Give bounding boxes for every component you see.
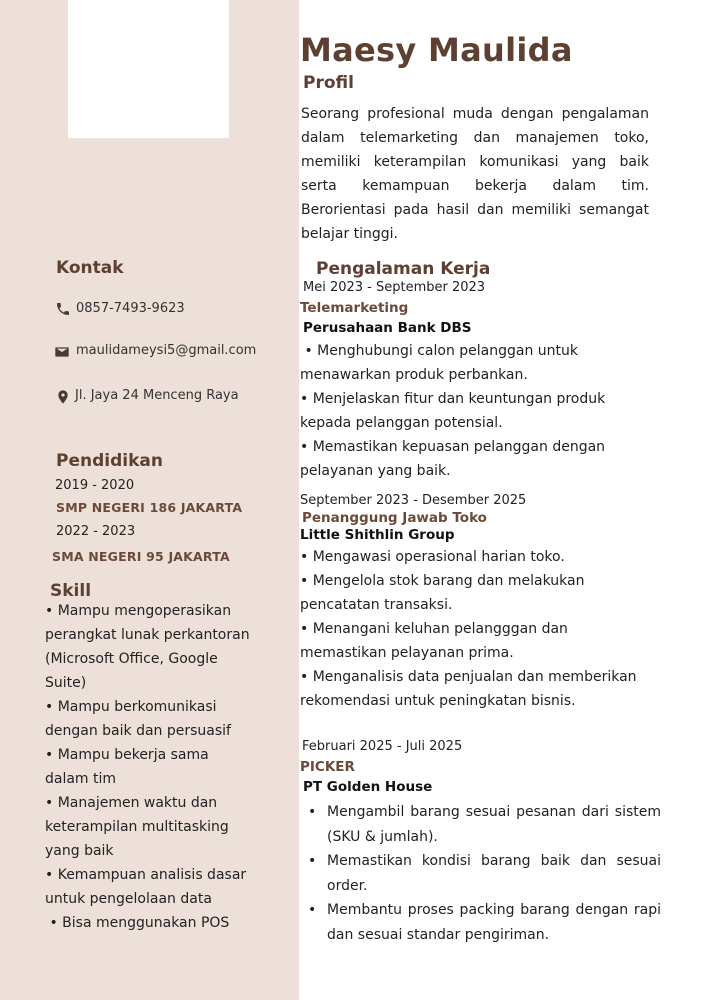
skill-line: yang baik: [45, 843, 114, 859]
bullet-dot: •: [308, 902, 317, 918]
skill-line: Suite): [45, 675, 87, 691]
contact-phone[interactable]: 0857-7493-9623: [76, 301, 185, 316]
skill-line: • Kemampuan analisis dasar: [45, 867, 247, 883]
job-company: PT Golden House: [303, 779, 433, 795]
list-item: [305, 800, 661, 849]
job-bullet-list: [305, 800, 661, 947]
list-item-text: Mengambil barang sesuai pesanan dari sistem (SKU & jumlah).: [327, 804, 661, 845]
bullet-dot: •: [308, 853, 317, 869]
job-line: pelayanan yang baik.: [300, 463, 451, 479]
skill-line: dalam tim: [45, 771, 117, 787]
job-line: menawarkan produk perbankan.: [300, 367, 528, 383]
job-company: Little Shithlin Group: [300, 527, 455, 543]
contact-email[interactable]: maulidameysi5@gmail.com: [76, 343, 257, 358]
list-item: [305, 849, 661, 898]
skill-line: • Mampu berkomunikasi: [45, 699, 217, 715]
skill-line: • Mampu mengoperasikan: [45, 603, 232, 619]
profile-text: Seorang profesional muda dengan pengalaman dalam telemarketing dan manajemen toko, memiliki keterampilan komunikasi yang baik serta kemampuan bekerja dalam tim. Berorientasi pada hasil dan memiliki semangat belajar tinggi.: [301, 106, 649, 242]
skills-list: [45, 599, 285, 935]
bullet-dot: •: [308, 804, 317, 820]
skill-line: (Microsoft Office, Google: [45, 651, 218, 667]
education-heading: Pendidikan: [56, 451, 163, 471]
education-years: 2022 - 2023: [56, 524, 136, 539]
skill-line: perangkat lunak perkantoran: [45, 627, 250, 643]
job-line: • Memastikan kepuasan pelanggan dengan: [300, 439, 606, 455]
skill-line: • Manajemen waktu dan: [45, 795, 218, 811]
phone-icon: [55, 301, 71, 317]
experience-heading: Pengalaman Kerja: [316, 259, 491, 279]
job-role: Telemarketing: [300, 300, 409, 316]
job-date: Mei 2023 - September 2023: [303, 280, 486, 295]
skill-line: • Bisa menggunakan POS: [45, 915, 230, 931]
contact-heading: Kontak: [56, 258, 124, 278]
list-item: [305, 898, 661, 947]
contact-address: Jl. Jaya 24 Menceng Raya: [75, 388, 239, 403]
skill-line: dengan baik dan persuasif: [45, 723, 231, 739]
job-line: memastikan pelayanan prima.: [300, 645, 514, 661]
location-pin-icon: [55, 388, 71, 406]
education-years: 2019 - 2020: [55, 478, 135, 493]
job-date: Februari 2025 - Juli 2025: [302, 739, 463, 754]
list-item-text: Memastikan kondisi barang baik dan sesuai order.: [327, 853, 661, 894]
job-date: September 2023 - Desember 2025: [300, 493, 527, 508]
job-line: kepada pelanggan potensial.: [300, 415, 503, 431]
job-role: PICKER: [300, 759, 355, 775]
education-school: SMA NEGERI 95 JAKARTA: [52, 549, 230, 564]
job-role: Penanggung Jawab Toko: [302, 510, 487, 526]
skill-line: untuk pengelolaan data: [45, 891, 212, 907]
job-line: • Menganalisis data penjualan dan memberikan: [300, 669, 637, 685]
job-line: rekomendasi untuk peningkatan bisnis.: [300, 693, 576, 709]
skill-line: keterampilan multitasking: [45, 819, 229, 835]
skills-heading: Skill: [50, 581, 92, 601]
profile-photo-placeholder: [68, 0, 229, 138]
job-line: • Menjelaskan fitur dan keuntungan produk: [300, 391, 606, 407]
job-line: pencatatan transaksi.: [300, 597, 453, 613]
job-line: • Menangani keluhan pelangggan dan: [300, 621, 568, 637]
job-line: • Mengelola stok barang dan melakukan: [300, 573, 585, 589]
skill-line: • Mampu bekerja sama: [45, 747, 209, 763]
job-line: • Mengawasi operasional harian toko.: [300, 549, 565, 565]
list-item-text: Membantu proses packing barang dengan rapi dan sesuai standar pengiriman.: [327, 902, 661, 943]
education-school: SMP NEGERI 186 JAKARTA: [56, 500, 243, 515]
mail-icon: [54, 344, 70, 360]
job-company: Perusahaan Bank DBS: [303, 320, 472, 336]
full-name: Maesy Maulida: [300, 31, 573, 69]
profile-heading: Profil: [303, 73, 354, 93]
job-line: • Menghubungi calon pelanggan untuk: [300, 343, 579, 359]
